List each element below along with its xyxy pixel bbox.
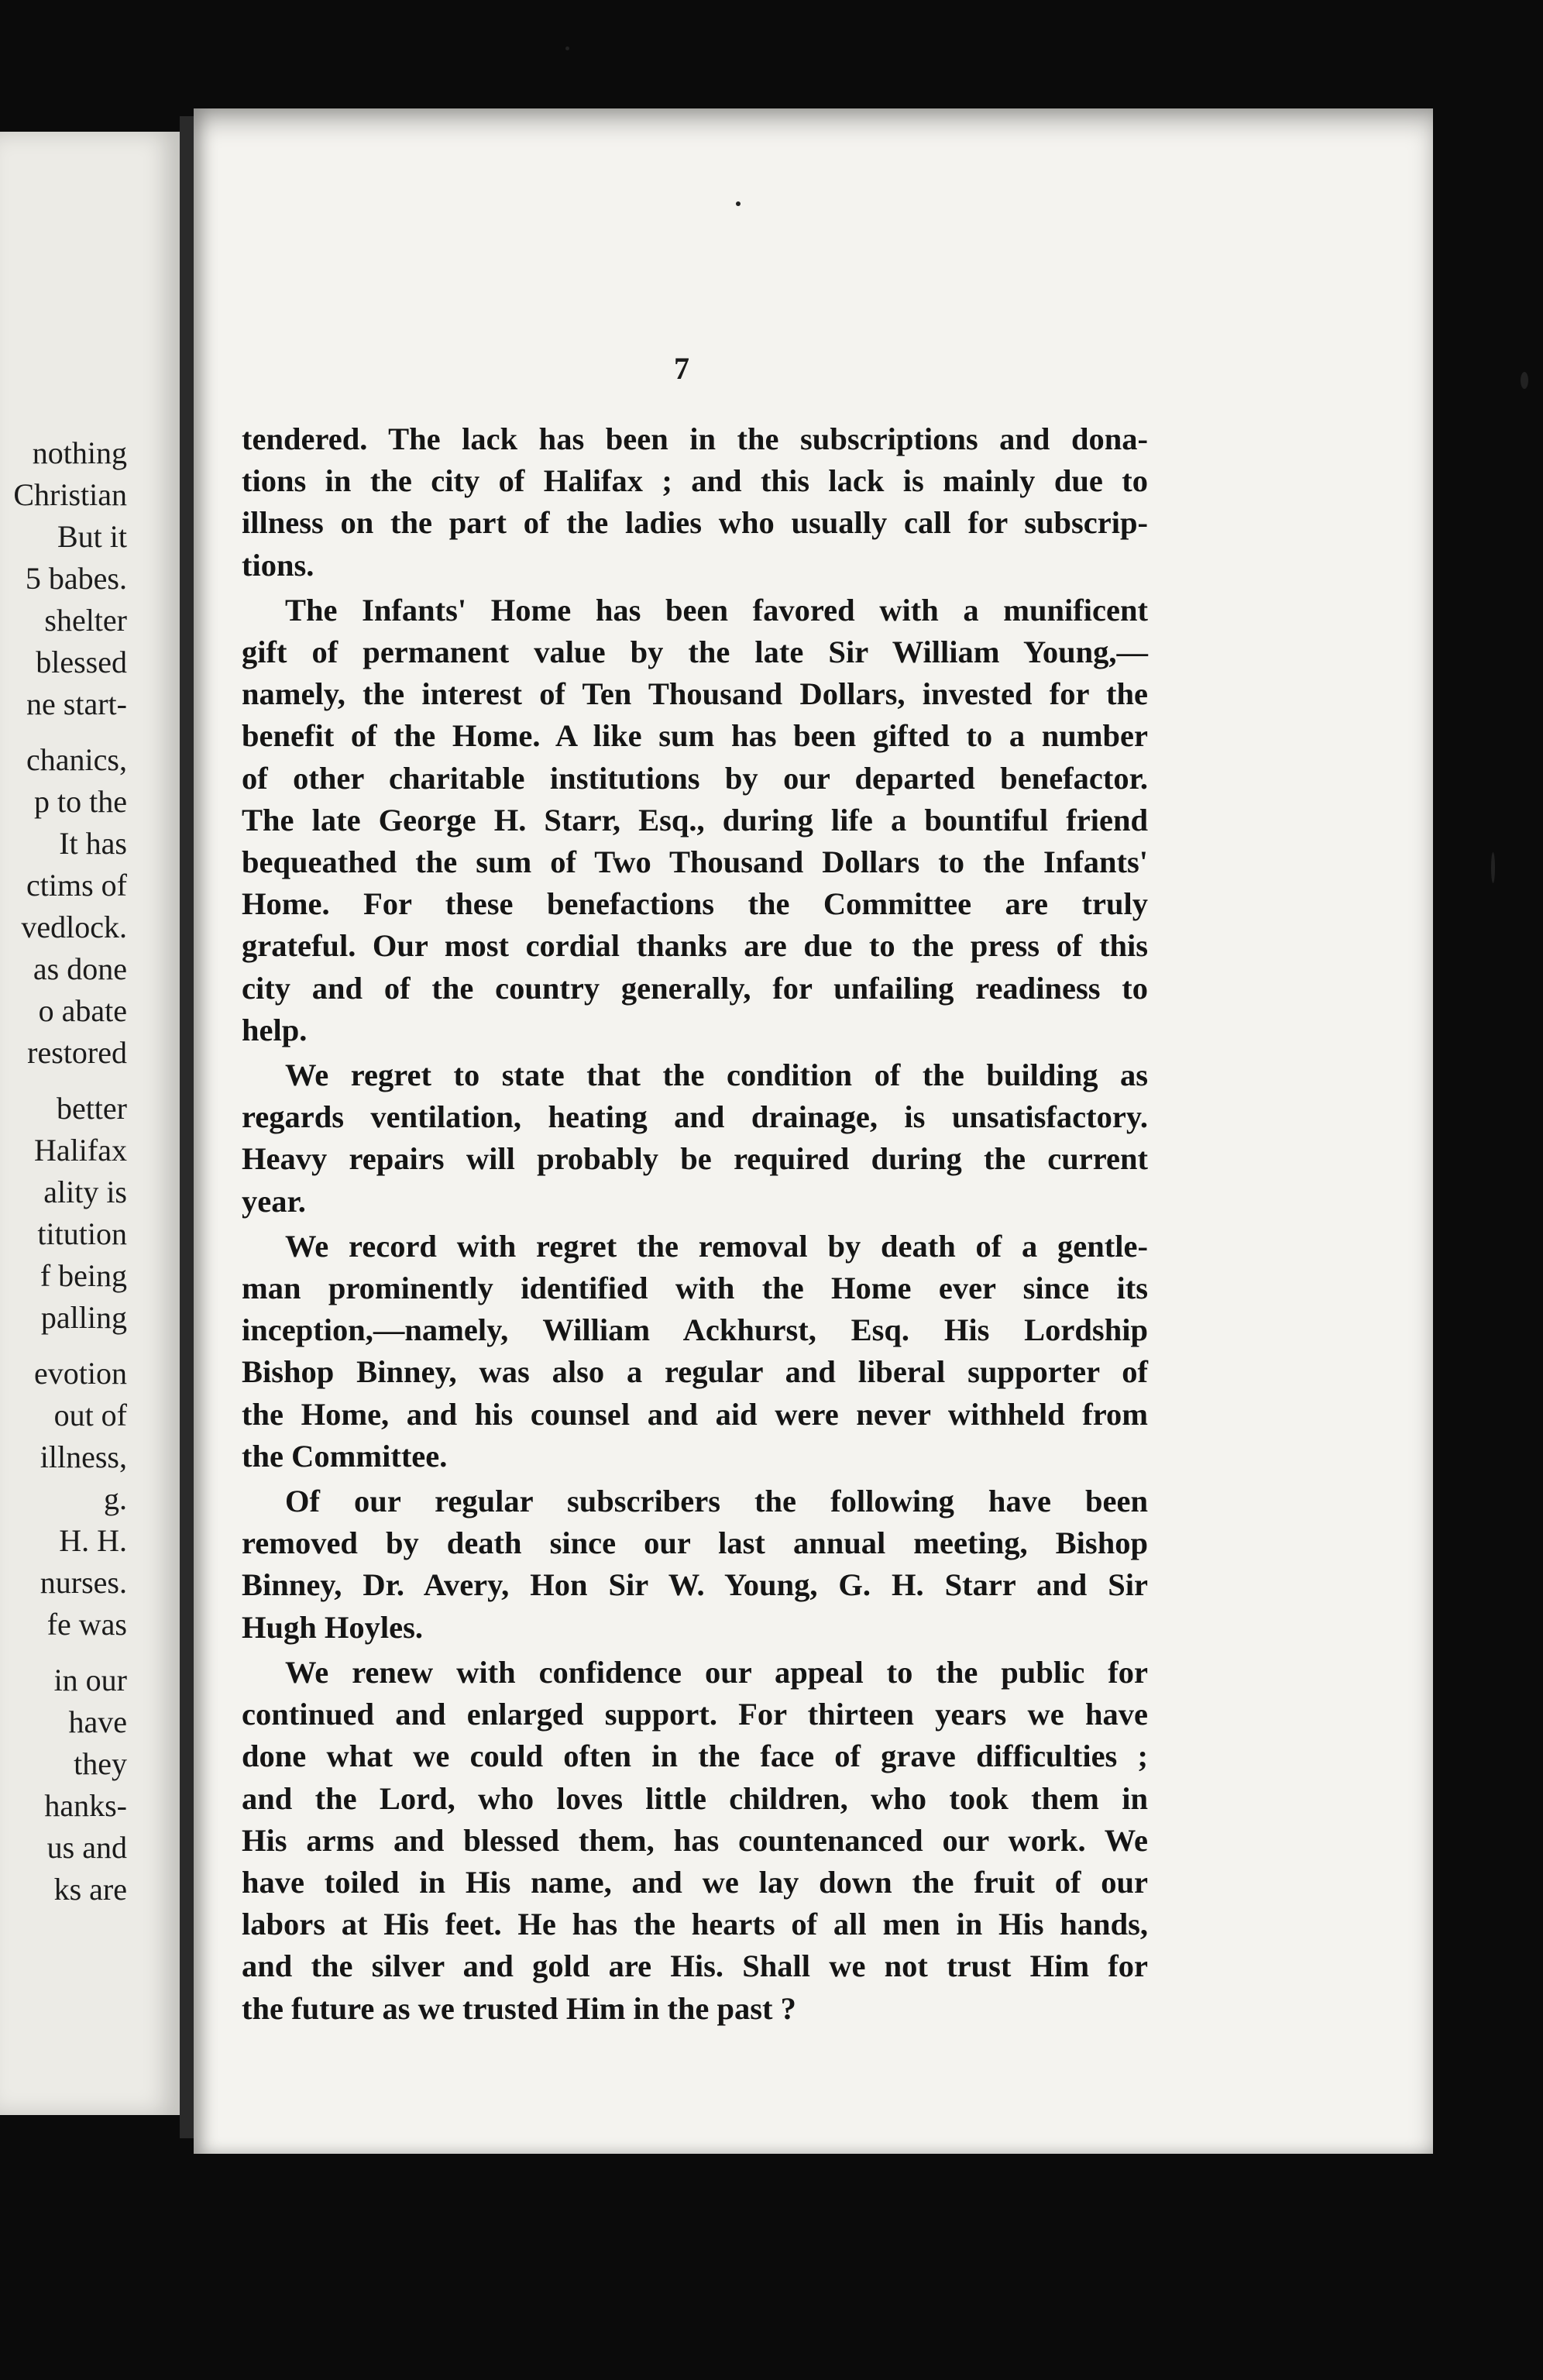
previous-page-line: 5 babes.: [25, 561, 127, 596]
text-line: grateful. Our most cordial thanks are due to the press of this: [242, 928, 1148, 964]
text-line: year.: [242, 1183, 306, 1219]
text-line: We record with regret the removal by death of a gentle-: [285, 1228, 1148, 1264]
text-line: labors at His feet. He has the hearts of all men in His hands,: [242, 1907, 1148, 1942]
text-line: have toiled in His name, and we lay down the fruit of our: [242, 1864, 1148, 1900]
previous-page-line: Halifax: [34, 1133, 127, 1168]
text-line: Of our regular subscribers the following have been: [285, 1484, 1148, 1519]
previous-page-line: ality is: [43, 1175, 127, 1209]
text-line: His arms and blessed them, has countenanced our work. We: [242, 1822, 1148, 1858]
text-line: city and of the country generally, for unfailing readiness to: [242, 970, 1148, 1006]
previous-page-line: in our: [53, 1663, 127, 1697]
previous-page-line: titution: [37, 1216, 127, 1251]
text-line: Heavy repairs will probably be required during the current: [242, 1141, 1148, 1177]
paragraph: [242, 590, 1148, 1051]
text-line: regards ventilation, heating and drainage, is unsatisfactory.: [242, 1099, 1148, 1135]
text-line: benefit of the Home. A like sum has been gifted to a number: [242, 718, 1148, 754]
paragraph: [242, 1652, 1148, 2030]
paragraph: [242, 1226, 1148, 1477]
previous-page-line: as done: [33, 951, 127, 986]
text-line: inception,—namely, William Ackhurst, Esq. His Lordship: [242, 1312, 1148, 1348]
text-line: and the Lord, who loves little children, who took them in: [242, 1780, 1148, 1816]
previous-page-line: f being: [40, 1258, 127, 1293]
text-line: gift of permanent value by the late Sir William Young,—: [242, 635, 1148, 670]
previous-page-line: shelter: [44, 603, 127, 638]
text-line: illness on the part of the ladies who usually call for subscrip-: [242, 505, 1148, 541]
previous-page-line: hanks-: [44, 1788, 127, 1823]
text-line: the future as we trusted Him in the past ?: [242, 1990, 796, 2026]
text-line: done what we could often in the face of grave difficulties ;: [242, 1739, 1148, 1774]
text-line: tendered. The lack has been in the subscriptions and dona-: [242, 421, 1148, 456]
previous-page-line: better: [56, 1091, 127, 1126]
previous-page-line: p to the: [34, 784, 127, 819]
text-line: the Committee.: [242, 1438, 448, 1474]
previous-page-line: H. H.: [59, 1523, 127, 1558]
scan-speck: [1521, 372, 1528, 389]
previous-page-line: g.: [104, 1481, 127, 1516]
previous-page-line: o abate: [38, 993, 127, 1028]
scan-speck: [736, 201, 741, 206]
text-line: We renew with confidence our appeal to the public for: [285, 1654, 1148, 1690]
text-line: Home. For these benefactions the Committee are truly: [242, 886, 1148, 922]
previous-page-fragment: [0, 132, 180, 2115]
scan-speck: [565, 46, 569, 50]
text-line: Binney, Dr. Avery, Hon Sir W. Young, G. H. Starr and Sir: [242, 1567, 1148, 1603]
previous-page-line: out of: [53, 1398, 127, 1432]
previous-page-line: ctims of: [26, 868, 127, 903]
previous-page-line: ks are: [53, 1872, 127, 1907]
text-line: Bishop Binney, was also a regular and liberal supporter of: [242, 1354, 1148, 1390]
paragraph: [242, 418, 1148, 586]
previous-page-line: ne start-: [26, 686, 127, 721]
previous-page-text: [0, 132, 180, 2115]
text-line: man prominently identified with the Home ever since its: [242, 1271, 1148, 1306]
text-line: removed by death since our last annual meeting, Bishop: [242, 1525, 1148, 1561]
previous-page-line: palling: [40, 1300, 127, 1335]
previous-page-line: chanics,: [26, 742, 127, 777]
text-line: of other charitable institutions by our departed benefactor.: [242, 760, 1148, 796]
previous-page-line: fe was: [46, 1607, 127, 1642]
page-body-text: [242, 418, 1148, 2033]
previous-page-line: nothing: [32, 435, 127, 470]
previous-page-line: nurses.: [40, 1565, 127, 1600]
text-line: tions in the city of Halifax ; and this lack is mainly due to: [242, 463, 1148, 499]
text-line: The late George H. Starr, Esq., during life a bountiful friend: [242, 802, 1148, 837]
text-line: Hugh Hoyles.: [242, 1609, 424, 1645]
previous-page-line: restored: [27, 1035, 127, 1070]
text-line: We regret to state that the condition of the building as: [285, 1058, 1148, 1093]
text-line: namely, the interest of Ten Thousand Dollars, invested for the: [242, 676, 1148, 712]
previous-page-line: blessed: [36, 645, 127, 679]
paragraph: [242, 1481, 1148, 1649]
previous-page-line: evotion: [34, 1356, 127, 1391]
text-line: help.: [242, 1012, 308, 1047]
paragraph: [242, 1054, 1148, 1223]
previous-page-line: us and: [46, 1830, 127, 1865]
previous-page-line: But it: [57, 519, 127, 554]
previous-page-line: illness,: [40, 1439, 127, 1474]
page-number: 7: [674, 351, 689, 386]
previous-page-line: It has: [59, 826, 127, 861]
text-line: tions.: [242, 547, 314, 583]
text-line: bequeathed the sum of Two Thousand Dollars to the Infants': [242, 844, 1148, 880]
previous-page-line: have: [68, 1704, 127, 1739]
previous-page-line: vedlock.: [21, 910, 127, 944]
text-line: continued and enlarged support. For thirteen years we have: [242, 1697, 1148, 1732]
previous-page-line: they: [74, 1746, 127, 1781]
text-line: The Infants' Home has been favored with a munificent: [285, 592, 1148, 628]
scan-speck: [1491, 852, 1495, 883]
previous-page-line: Christian: [13, 477, 127, 512]
text-line: and the silver and gold are His. Shall we not trust Him for: [242, 1948, 1148, 1984]
text-line: the Home, and his counsel and aid were never withheld from: [242, 1396, 1148, 1432]
